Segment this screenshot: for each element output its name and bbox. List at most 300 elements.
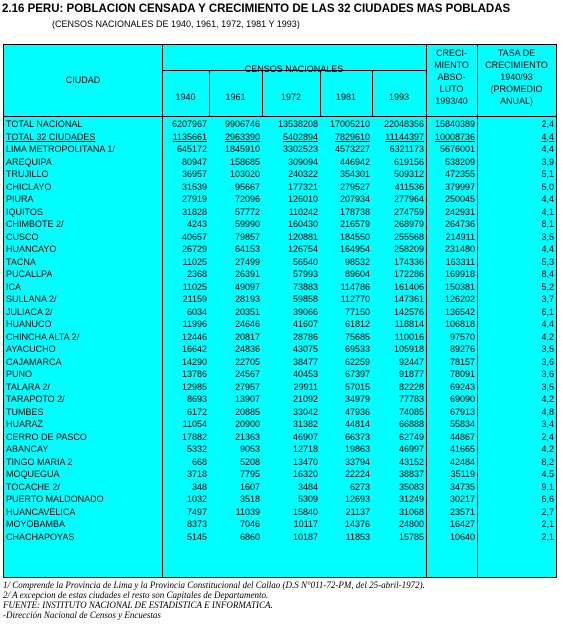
- cell-v1961: 9906746: [224, 119, 260, 129]
- city-name: CHACHAPOYAS: [6, 531, 75, 542]
- table-row: [4, 293, 556, 305]
- cell-v1961: 20885: [234, 406, 260, 417]
- cell-v1940: 11996: [182, 319, 207, 329]
- cell-v1961: 22705: [234, 356, 260, 367]
- city-name: CHICLAYO: [6, 181, 52, 192]
- cell-v1972: 73883: [292, 281, 318, 292]
- cell-v1940: 1032: [186, 494, 207, 504]
- cell-tasa: 8,2: [541, 456, 554, 467]
- cell-crecimiento: 69090: [449, 394, 475, 404]
- cell-crecimiento: 15840389: [434, 119, 475, 129]
- cell-crecimiento: 231480: [444, 244, 475, 254]
- table-row: [4, 331, 556, 343]
- source-subline: -Dirección Nacional de Censos y Encuestas: [3, 610, 161, 620]
- cell-v1972: 5402894: [282, 131, 318, 142]
- cell-v1993: 31068: [398, 506, 424, 517]
- cell-v1972: 39066: [292, 306, 318, 317]
- header-ciudad: CIUDAD: [65, 75, 101, 85]
- cell-v1981: 47936: [344, 406, 370, 417]
- cell-v1981: 67397: [344, 369, 370, 379]
- cell-v1961: 59990: [234, 219, 260, 229]
- cell-v1993: 15785: [398, 531, 424, 542]
- cell-v1981: 89604: [344, 269, 370, 279]
- cell-v1961: 20351: [234, 306, 260, 317]
- cell-v1940: 80947: [181, 156, 207, 167]
- cell-v1981: 279527: [339, 181, 370, 192]
- cell-v1972: 31382: [292, 419, 318, 429]
- cell-v1972: 16320: [292, 469, 318, 479]
- cell-v1961: 7795: [239, 469, 260, 479]
- table-row: [4, 131, 556, 143]
- cell-v1961: 24646: [234, 319, 260, 329]
- cell-v1981: 207934: [339, 194, 370, 204]
- cell-v1981: 216579: [339, 219, 370, 229]
- cell-v1940: 36957: [181, 169, 207, 179]
- cell-crecimiento: 30217: [449, 494, 475, 504]
- cell-v1981: 184550: [339, 231, 370, 242]
- cell-v1993: 258209: [393, 244, 424, 254]
- cell-v1972: 43075: [292, 344, 318, 354]
- cell-crecimiento: 106818: [444, 319, 475, 329]
- cell-v1981: 14376: [344, 519, 370, 529]
- header-year-1981: 1981: [335, 92, 357, 102]
- city-name: TOTAL NACIONAL: [6, 119, 83, 129]
- city-name: CERRO DE PASCO: [6, 431, 87, 442]
- cell-crecimiento: 163311: [445, 256, 475, 267]
- cell-v1961: 28193: [234, 294, 260, 304]
- cell-crecimiento: 538209: [444, 156, 475, 167]
- cell-v1972: 33042: [292, 406, 318, 417]
- cell-v1981: 98532: [344, 256, 370, 267]
- city-name: CAJAMARCA: [6, 356, 62, 367]
- cell-v1940: 16642: [181, 344, 207, 354]
- cell-v1972: 12718: [292, 444, 318, 454]
- cell-tasa: 5,0: [541, 181, 554, 192]
- table-row: [4, 518, 556, 530]
- cell-v1940: 31828: [181, 206, 207, 217]
- cell-v1981: 33794: [344, 456, 370, 467]
- cell-v1972: 126010: [287, 194, 318, 204]
- city-name: SULLANA 2/: [6, 294, 57, 304]
- table-row: [4, 318, 556, 330]
- table-row: [4, 456, 556, 468]
- cell-v1940: 6172: [186, 406, 207, 417]
- cell-tasa: 4,4: [541, 319, 554, 329]
- cell-v1993: 147361: [393, 294, 424, 304]
- table-row: [4, 381, 556, 393]
- cell-v1961: 64153: [234, 244, 260, 254]
- cell-v1981: 34979: [344, 394, 370, 404]
- table-row: [4, 343, 556, 355]
- cell-v1981: 354301: [339, 169, 370, 179]
- cell-tasa: 4,4: [541, 244, 554, 254]
- cell-crecimiento: 67913: [449, 406, 475, 417]
- cell-v1993: 274759: [393, 206, 424, 217]
- city-name: TRUJILLO: [6, 169, 49, 179]
- cell-v1961: 6860: [239, 531, 260, 542]
- city-name: MOYOBAMBA: [6, 519, 66, 529]
- cell-tasa: 4,4: [541, 144, 554, 154]
- cell-v1981: 178738: [339, 206, 370, 217]
- cell-v1993: 91877: [398, 369, 424, 379]
- table-row: [4, 443, 556, 455]
- cell-v1940: 5145: [186, 531, 207, 542]
- cell-tasa: 4,4: [541, 131, 554, 142]
- cell-v1981: 77150: [344, 306, 370, 317]
- cell-v1972: 126754: [287, 244, 318, 254]
- cell-tasa: 5,2: [541, 281, 554, 292]
- cell-crecimiento: 214911: [445, 231, 475, 242]
- city-name: AREQUIPA: [6, 156, 52, 167]
- cell-v1940: 4243: [186, 219, 207, 229]
- table-row: [4, 418, 556, 430]
- cell-v1981: 12693: [344, 494, 370, 504]
- cell-v1961: 57772: [234, 206, 260, 217]
- cell-v1972: 5309: [297, 494, 318, 504]
- cell-crecimiento: 150381: [444, 281, 475, 292]
- cell-v1961: 3518: [239, 494, 260, 504]
- cell-v1940: 11025: [182, 256, 207, 267]
- cell-v1972: 10117: [293, 519, 318, 529]
- cell-v1961: 7046: [239, 519, 260, 529]
- cell-crecimiento: 44867: [449, 431, 475, 442]
- cell-v1993: 62749: [398, 431, 424, 442]
- cell-v1993: 105918: [393, 344, 424, 354]
- cell-v1961: 1607: [239, 481, 260, 492]
- cell-v1940: 2368: [186, 269, 207, 279]
- cell-crecimiento: 55834: [449, 419, 475, 429]
- cell-tasa: 9,1: [541, 481, 554, 492]
- city-name: PUERTO MALDONADO: [6, 494, 104, 504]
- cell-tasa: 3,6: [541, 356, 554, 367]
- header-censos: CENSOS NACIONALES: [244, 64, 344, 74]
- city-name: PUCALLPA: [6, 269, 53, 279]
- cell-v1940: 7497: [186, 506, 207, 517]
- cell-tasa: 3,7: [541, 294, 554, 304]
- city-name: CUSCO: [6, 231, 39, 242]
- cell-v1961: 21363: [234, 431, 260, 442]
- population-table: [3, 44, 557, 578]
- cell-v1981: 7829610: [334, 131, 370, 142]
- table-row: [4, 393, 556, 405]
- table-row: [4, 243, 556, 255]
- cell-crecimiento: 16427: [449, 519, 475, 529]
- cell-crecimiento: 379997: [444, 181, 475, 192]
- cell-v1972: 59858: [292, 294, 318, 304]
- cell-crecimiento: 10008736: [434, 131, 475, 142]
- cell-v1972: 56540: [292, 256, 318, 267]
- city-name: TALARA 2/: [6, 381, 50, 392]
- cell-crecimiento: 169918: [444, 269, 475, 279]
- cell-v1940: 668: [191, 456, 207, 467]
- header-bottom-line: [4, 116, 556, 117]
- table-row: [4, 481, 556, 493]
- cell-tasa: 4,4: [541, 194, 554, 204]
- city-name: ICA: [6, 281, 22, 292]
- cell-v1981: 11853: [345, 531, 370, 542]
- header-year-1940: 1940: [175, 92, 196, 102]
- cell-v1961: 95667: [234, 181, 260, 192]
- cell-tasa: 4,2: [541, 444, 554, 454]
- table-row: [4, 118, 556, 130]
- cell-tasa: 8,1: [541, 219, 554, 229]
- city-name: CHIMBOTE 2/: [6, 219, 64, 229]
- cell-v1993: 82228: [398, 381, 424, 392]
- cell-v1981: 75685: [344, 331, 370, 342]
- table-row: [4, 493, 556, 505]
- cell-v1940: 6034: [186, 306, 207, 317]
- cell-v1940: 12985: [181, 381, 207, 392]
- cell-v1961: 1845910: [224, 144, 260, 154]
- header-year-1961: 1961: [225, 92, 246, 102]
- table-row: [4, 406, 556, 418]
- cell-v1981: 6273: [349, 481, 370, 492]
- cell-v1981: 114786: [340, 281, 370, 292]
- cell-v1940: 26729: [181, 244, 207, 254]
- cell-v1981: 69533: [344, 344, 370, 354]
- table-row: [4, 193, 556, 205]
- city-name: TACNA: [6, 256, 36, 267]
- cell-v1972: 309094: [287, 156, 318, 167]
- cell-v1993: 161406: [393, 281, 424, 292]
- cell-crecimiento: 97570: [449, 331, 475, 342]
- cell-v1993: 35083: [398, 481, 424, 492]
- cell-v1981: 112770: [340, 294, 370, 304]
- cell-v1972: 28786: [292, 331, 318, 342]
- cell-v1972: 38477: [292, 356, 318, 367]
- city-name: PUNO: [6, 369, 33, 379]
- table-row: [4, 306, 556, 318]
- table-row: [4, 206, 556, 218]
- cell-crecimiento: 69243: [449, 381, 475, 392]
- header-year-1993: 1993: [388, 92, 410, 102]
- cell-v1972: 160430: [287, 219, 318, 229]
- cell-v1972: 3484: [297, 481, 318, 492]
- cell-v1972: 29911: [293, 381, 318, 392]
- cell-v1972: 21092: [292, 394, 318, 404]
- cell-v1993: 142576: [393, 306, 424, 317]
- table-row: [4, 143, 556, 155]
- city-name: HUANCAVELICA: [6, 506, 76, 517]
- cell-crecimiento: 78091: [449, 369, 475, 379]
- table-row: [4, 156, 556, 168]
- table-row: [4, 268, 556, 280]
- cell-v1972: 13538208: [277, 119, 318, 129]
- cell-crecimiento: 42484: [449, 456, 475, 467]
- cell-crecimiento: 78157: [449, 356, 475, 367]
- cell-v1940: 12446: [181, 331, 207, 342]
- city-name: ABANCAY: [6, 444, 49, 454]
- header-tasa: TASA DE CRECIMIENTO 1940/93 (PROMEDIO ANUAL): [485, 48, 548, 106]
- cell-tasa: 2,7: [541, 506, 554, 517]
- table-row: [4, 256, 556, 268]
- cell-v1993: 411536: [394, 181, 424, 192]
- cell-tasa: 6,1: [541, 306, 554, 317]
- cell-tasa: 6,6: [541, 494, 554, 504]
- cell-v1981: 4573227: [334, 144, 370, 154]
- cell-v1981: 44814: [344, 419, 370, 429]
- cell-v1993: 43152: [398, 456, 424, 467]
- city-name: CHINCHA ALTA 2/: [6, 331, 80, 342]
- city-name: HUANUCO: [6, 319, 52, 329]
- cell-v1961: 27957: [234, 381, 260, 392]
- table-row: [4, 281, 556, 293]
- cell-v1981: 446942: [339, 156, 370, 167]
- cell-v1940: 21159: [182, 294, 207, 304]
- cell-crecimiento: 89276: [449, 344, 475, 354]
- cell-v1993: 31249: [398, 494, 424, 504]
- cell-v1961: 26391: [234, 269, 260, 279]
- city-name: TINGO MARIA 2: [6, 456, 73, 467]
- cell-v1940: 13786: [181, 369, 207, 379]
- cell-v1993: 619156: [393, 156, 424, 167]
- cell-v1981: 21137: [345, 506, 370, 517]
- cell-v1961: 72096: [234, 194, 260, 204]
- cell-tasa: 2,4: [541, 431, 554, 442]
- cell-v1993: 110016: [394, 331, 424, 342]
- footnote-1: 1/ Comprende la Provincia de Lima y la Provincia Constitucional del Callao (D.S N°011-72-PM, del 25-abril-1972).: [3, 580, 425, 590]
- cell-v1972: 110242: [288, 206, 318, 217]
- cell-tasa: 4,2: [541, 331, 554, 342]
- cell-crecimiento: 136542: [444, 306, 475, 317]
- cell-v1993: 24800: [398, 519, 424, 529]
- cell-v1993: 6321173: [389, 144, 424, 154]
- city-name: TUMBES: [6, 406, 44, 417]
- cell-tasa: 2,1: [541, 531, 554, 542]
- cell-v1993: 174336: [393, 256, 424, 267]
- cell-v1940: 6207967: [171, 119, 207, 129]
- cell-v1961: 79857: [234, 231, 260, 242]
- city-name: HUARAZ: [6, 419, 44, 429]
- cell-v1972: 177321: [287, 181, 318, 192]
- cell-v1961: 2963390: [224, 131, 260, 142]
- cell-v1940: 348: [191, 481, 207, 492]
- cell-v1940: 40657: [181, 231, 207, 242]
- cell-v1940: 11054: [182, 419, 207, 429]
- city-name: JULIACA 2/: [6, 306, 53, 317]
- table-row: [4, 356, 556, 368]
- cell-v1961: 24567: [234, 369, 260, 379]
- cell-v1961: 24836: [234, 344, 260, 354]
- cell-v1961: 9053: [239, 444, 260, 454]
- cell-tasa: 3,6: [541, 369, 554, 379]
- cell-v1972: 46907: [292, 431, 318, 442]
- cell-v1940: 1135661: [172, 131, 207, 142]
- cell-v1940: 17882: [181, 431, 207, 442]
- cell-v1972: 13470: [292, 456, 318, 467]
- cell-v1993: 11144397: [385, 131, 424, 142]
- cell-v1981: 57015: [344, 381, 370, 392]
- cell-v1961: 13907: [234, 394, 260, 404]
- cell-v1972: 120881: [287, 231, 318, 242]
- cell-v1972: 240322: [287, 169, 318, 179]
- table-row: [4, 181, 556, 193]
- footnote-2: 2/ A excepcion de estas ciudades el resto son Capitales de Departamento.: [3, 590, 269, 600]
- cell-v1961: 103020: [229, 169, 260, 179]
- cell-v1993: 92447: [398, 356, 424, 367]
- cell-v1993: 277964: [393, 194, 424, 204]
- header-crecimiento: CRECI- MIENTO ABSO- LUTO 1993/40: [434, 48, 469, 106]
- cell-crecimiento: 264736: [444, 219, 475, 229]
- cell-crecimiento: 242931: [444, 206, 475, 217]
- cell-crecimiento: 10640: [449, 531, 475, 542]
- cell-v1972: 10187: [292, 531, 318, 542]
- cell-crecimiento: 250045: [444, 194, 475, 204]
- cell-v1961: 11039: [235, 506, 260, 517]
- cell-v1961: 5208: [239, 456, 260, 467]
- city-name: IQUITOS: [6, 206, 43, 217]
- cell-v1961: 20900: [234, 419, 260, 429]
- cell-v1993: 509312: [393, 169, 424, 179]
- cell-tasa: 4,2: [541, 394, 554, 404]
- cell-v1972: 41607: [292, 319, 318, 329]
- cell-tasa: 4,1: [541, 206, 554, 217]
- table-row: [4, 431, 556, 443]
- table-row: [4, 506, 556, 518]
- cell-v1940: 27919: [181, 194, 207, 204]
- cell-crecimiento: 34735: [449, 481, 475, 492]
- cell-tasa: 3,5: [541, 381, 554, 392]
- cell-crecimiento: 23571: [449, 506, 475, 517]
- city-name: TARAPOTO 2/: [6, 394, 65, 404]
- footnotes: [3, 580, 425, 620]
- cell-v1993: 46997: [398, 444, 424, 454]
- cell-tasa: 2,4: [541, 119, 554, 129]
- cell-tasa: 3,9: [541, 156, 554, 167]
- cell-v1940: 8693: [186, 394, 207, 404]
- cell-crecimiento: 41665: [449, 444, 475, 454]
- table-row: [4, 218, 556, 230]
- city-name: HUANCAYO: [6, 244, 57, 254]
- cell-v1993: 268979: [393, 219, 424, 229]
- table-row: [4, 368, 556, 380]
- cell-v1940: 11025: [182, 281, 207, 292]
- cell-v1972: 57993: [292, 269, 318, 279]
- cell-v1993: 77783: [398, 394, 424, 404]
- cell-v1981: 66373: [344, 431, 370, 442]
- table-row: [4, 531, 556, 543]
- cell-v1940: 8373: [186, 519, 207, 529]
- cell-tasa: 3,5: [541, 231, 554, 242]
- cell-tasa: 5,1: [541, 169, 554, 179]
- cell-crecimiento: 126202: [444, 294, 475, 304]
- city-name: AYACUCHO: [6, 344, 56, 354]
- city-name: PIURA: [6, 194, 34, 204]
- cell-crecimiento: 35119: [450, 469, 475, 479]
- cell-v1981: 19863: [344, 444, 370, 454]
- cell-v1993: 118814: [394, 319, 424, 329]
- city-name: LIMA METROPOLITANA 1/: [6, 144, 115, 154]
- cell-crecimiento: 5676001: [439, 144, 475, 154]
- table-row: [4, 168, 556, 180]
- cell-v1981: 61812: [344, 319, 370, 329]
- cell-v1972: 3302523: [282, 144, 318, 154]
- cell-v1961: 49097: [234, 281, 260, 292]
- cell-v1993: 22048356: [383, 119, 424, 129]
- cell-v1981: 164954: [339, 244, 370, 254]
- source-line: FUENTE: INSTITUTO NACIONAL DE ESTADISTICA E INFORMATICA.: [3, 600, 273, 610]
- cell-v1961: 27499: [234, 256, 260, 267]
- cell-v1961: 158685: [229, 156, 260, 167]
- city-name: MOQUEGUA: [6, 469, 60, 479]
- cell-tasa: 5,3: [541, 256, 554, 267]
- cell-v1981: 62259: [344, 356, 370, 367]
- cell-tasa: 2,1: [541, 519, 554, 529]
- cell-v1981: 17005210: [329, 119, 370, 129]
- cell-v1972: 40453: [292, 369, 318, 379]
- cell-v1993: 66888: [398, 419, 424, 429]
- cell-crecimiento: 472355: [444, 169, 475, 179]
